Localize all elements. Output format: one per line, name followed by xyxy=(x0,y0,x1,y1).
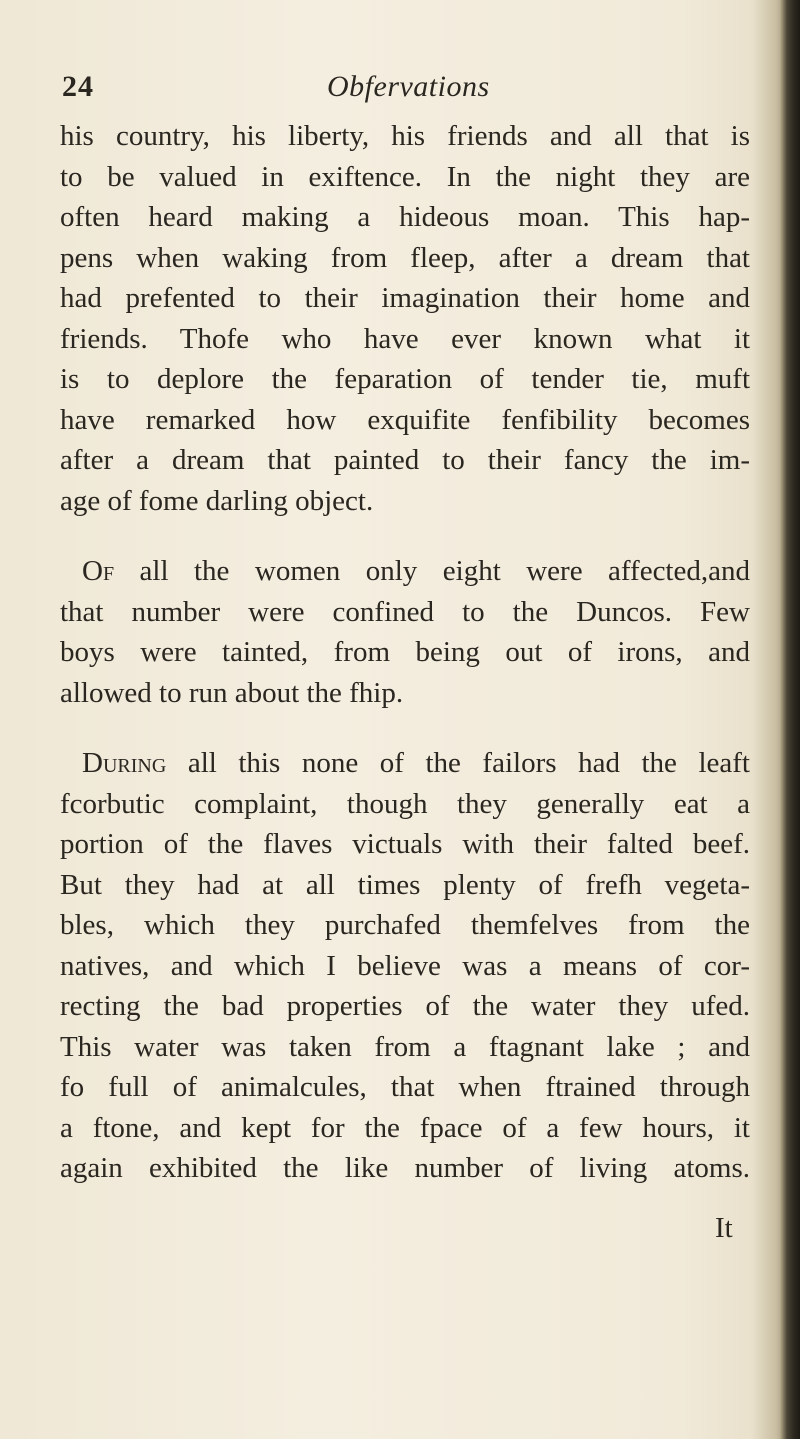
text-line: that number were confined to the Duncos. Few xyxy=(60,595,750,628)
text-line: pens when waking from fleep, after a dream that xyxy=(60,241,750,274)
text-line: portion of the flaves victuals with their falted beef. xyxy=(60,828,750,860)
running-title: Obfervations xyxy=(327,70,490,103)
text-line-rest: all the women only eight were affected,and xyxy=(114,555,750,587)
text-line: is to deplore the feparation of tender tie, muft xyxy=(60,363,750,395)
catchword: It xyxy=(715,1212,733,1244)
paragraph-2 xyxy=(60,551,750,713)
drop-word: Of xyxy=(82,555,115,587)
text-line: to be valued in exiftence. In the night they are xyxy=(60,160,750,193)
text-line-rest: all this none of the failors had the leaft xyxy=(166,747,750,779)
text-line: often heard making a hideous moan. This hap- xyxy=(60,201,750,233)
text-line: bles, which they purchafed themfelves from the xyxy=(60,909,750,941)
text-line: boys were tainted, from being out of irons, and xyxy=(60,636,750,668)
text-line xyxy=(60,551,750,592)
text-line: But they had at all times plenty of frefh vegeta- xyxy=(60,868,750,901)
text-line: This water was taken from a ftagnant lake ; and xyxy=(60,1030,750,1063)
text-line: fo full of animalcules, that when ftrained through xyxy=(60,1071,750,1103)
text-line: have remarked how exquifite fenfibility becomes xyxy=(60,403,750,436)
text-line: natives, and which I believe was a means of cor- xyxy=(60,949,750,982)
text-line: fcorbutic complaint, though they generally eat a xyxy=(60,787,750,820)
paragraph-1 xyxy=(60,116,750,521)
page-edge xyxy=(780,0,800,1439)
body-text xyxy=(60,116,750,1189)
text-line xyxy=(60,743,750,784)
drop-word: During xyxy=(82,747,167,779)
text-line: allowed to run about the fhip. xyxy=(60,676,404,709)
text-line: after a dream that painted to their fancy the im- xyxy=(60,444,750,476)
page-header xyxy=(62,70,742,110)
page-number: 24 xyxy=(62,70,94,103)
paragraph-3 xyxy=(60,743,750,1189)
text-line: his country, his liberty, his friends and all that is xyxy=(60,120,750,152)
text-line: a ftone, and kept for the fpace of a few hours, it xyxy=(60,1111,750,1144)
text-line: again exhibited the like number of living atoms. xyxy=(60,1152,750,1184)
text-line: friends. Thofe who have ever known what it xyxy=(60,322,750,355)
text-line: age of fome darling object. xyxy=(60,484,374,517)
text-line: had prefented to their imagination their home and xyxy=(60,282,750,314)
text-line: recting the bad properties of the water they ufed. xyxy=(60,990,750,1022)
